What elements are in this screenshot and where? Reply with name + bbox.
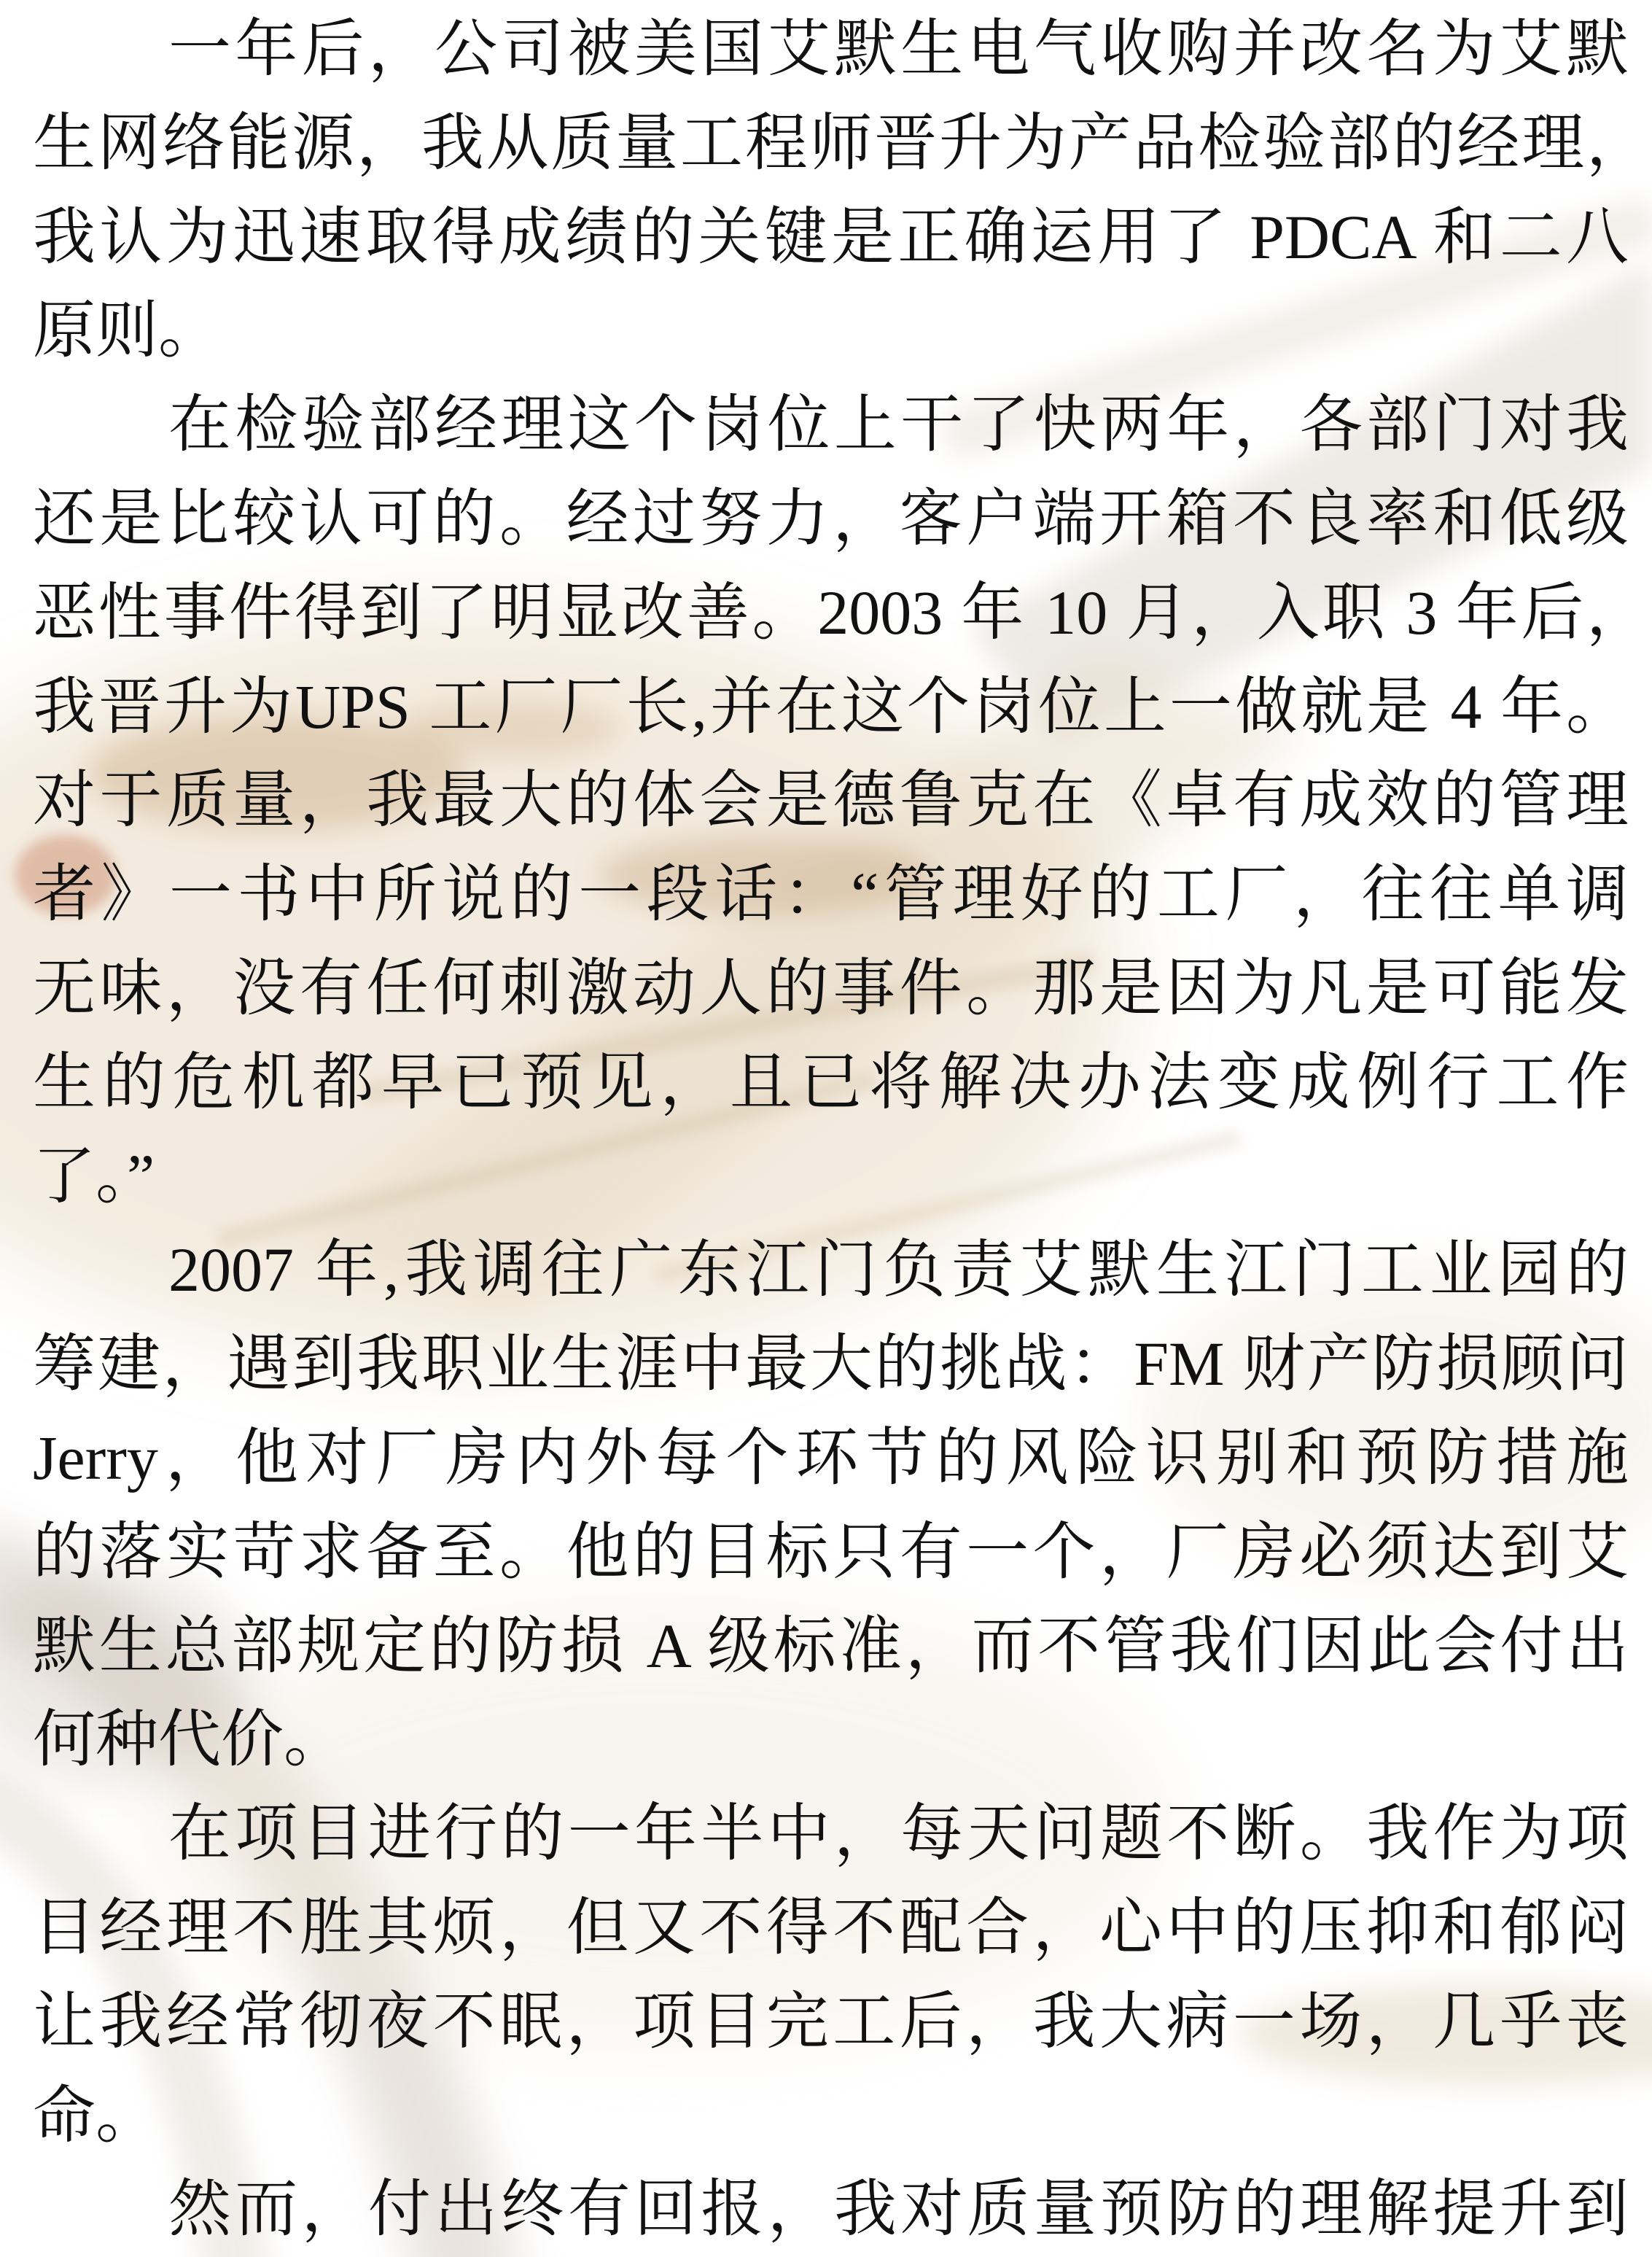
text-line: 命。 <box>33 2080 158 2151</box>
text-line: 默生总部规定的防损 A 级标准，而不管我们因此会付出 <box>33 1610 1629 1681</box>
text-line: 然而，付出终有回报，我对质量预防的理解提升到 <box>168 2174 1629 2245</box>
text-line: 在项目进行的一年半中，每天问题不断。我作为项 <box>168 1798 1629 1869</box>
paragraph <box>33 378 1649 1223</box>
paragraph <box>33 2162 1629 2256</box>
paragraph <box>33 1223 1629 1787</box>
text-line: 我晋升为UPS 工厂厂长,并在这个岗位上一做就是 4 年。 <box>33 671 1629 742</box>
text-line: 恶性事件得到了明显改善。2003 年 10 月，入职 3 年后， <box>33 577 1649 648</box>
text-line: 在检验部经理这个岗位上干了快两年，各部门对我 <box>168 389 1629 460</box>
text-line: 的落实苛求备至。他的目标只有一个，厂房必须达到艾 <box>33 1516 1629 1587</box>
text-line: 我认为迅速取得成绩的关键是正确运用了 PDCA 和二八 <box>33 201 1629 272</box>
text-line: 无味，没有任何刺激动人的事件。那是因为凡是可能发 <box>33 952 1629 1023</box>
text-line: 原则。 <box>33 295 221 366</box>
text-line: 目经理不胜其烦，但又不得不配合，心中的压抑和郁闷 <box>33 1892 1629 1962</box>
text-line: 让我经常彻夜不眠，项目完工后，我大病一场，几乎丧 <box>33 1986 1629 2056</box>
paragraph <box>33 1787 1629 2162</box>
document-page <box>0 2 1652 2256</box>
paragraph <box>33 2 1649 378</box>
text-line: 对于质量，我最大的体会是德鲁克在《卓有成效的管理 <box>33 765 1629 836</box>
text-line: 一年后，公司被美国艾默生电气收购并改名为艾默 <box>168 14 1629 84</box>
text-line: 了。” <box>33 1141 155 1211</box>
text-line: 筹建，遇到我职业生涯中最大的挑战：FM 财产防损顾问 <box>33 1329 1629 1399</box>
text-line: 还是比较认可的。经过努力，客户端开箱不良率和低级 <box>33 483 1629 553</box>
text-line: 生网络能源，我从质量工程师晋升为产品检验部的经理， <box>33 107 1649 178</box>
text-line: 何种代价。 <box>33 1704 346 1775</box>
text-line: 生的危机都早已预见，且已将解决办法变成例行工作 <box>33 1046 1629 1117</box>
text-line: 2007 年,我调往广东江门负责艾默生江门工业园的 <box>168 1235 1629 1305</box>
text-line: 者》一书中所说的一段话：“管理好的工厂，往往单调 <box>33 859 1629 930</box>
text-line: Jerry，他对厂房内外每个环节的风险识别和预防措施 <box>33 1422 1629 1493</box>
